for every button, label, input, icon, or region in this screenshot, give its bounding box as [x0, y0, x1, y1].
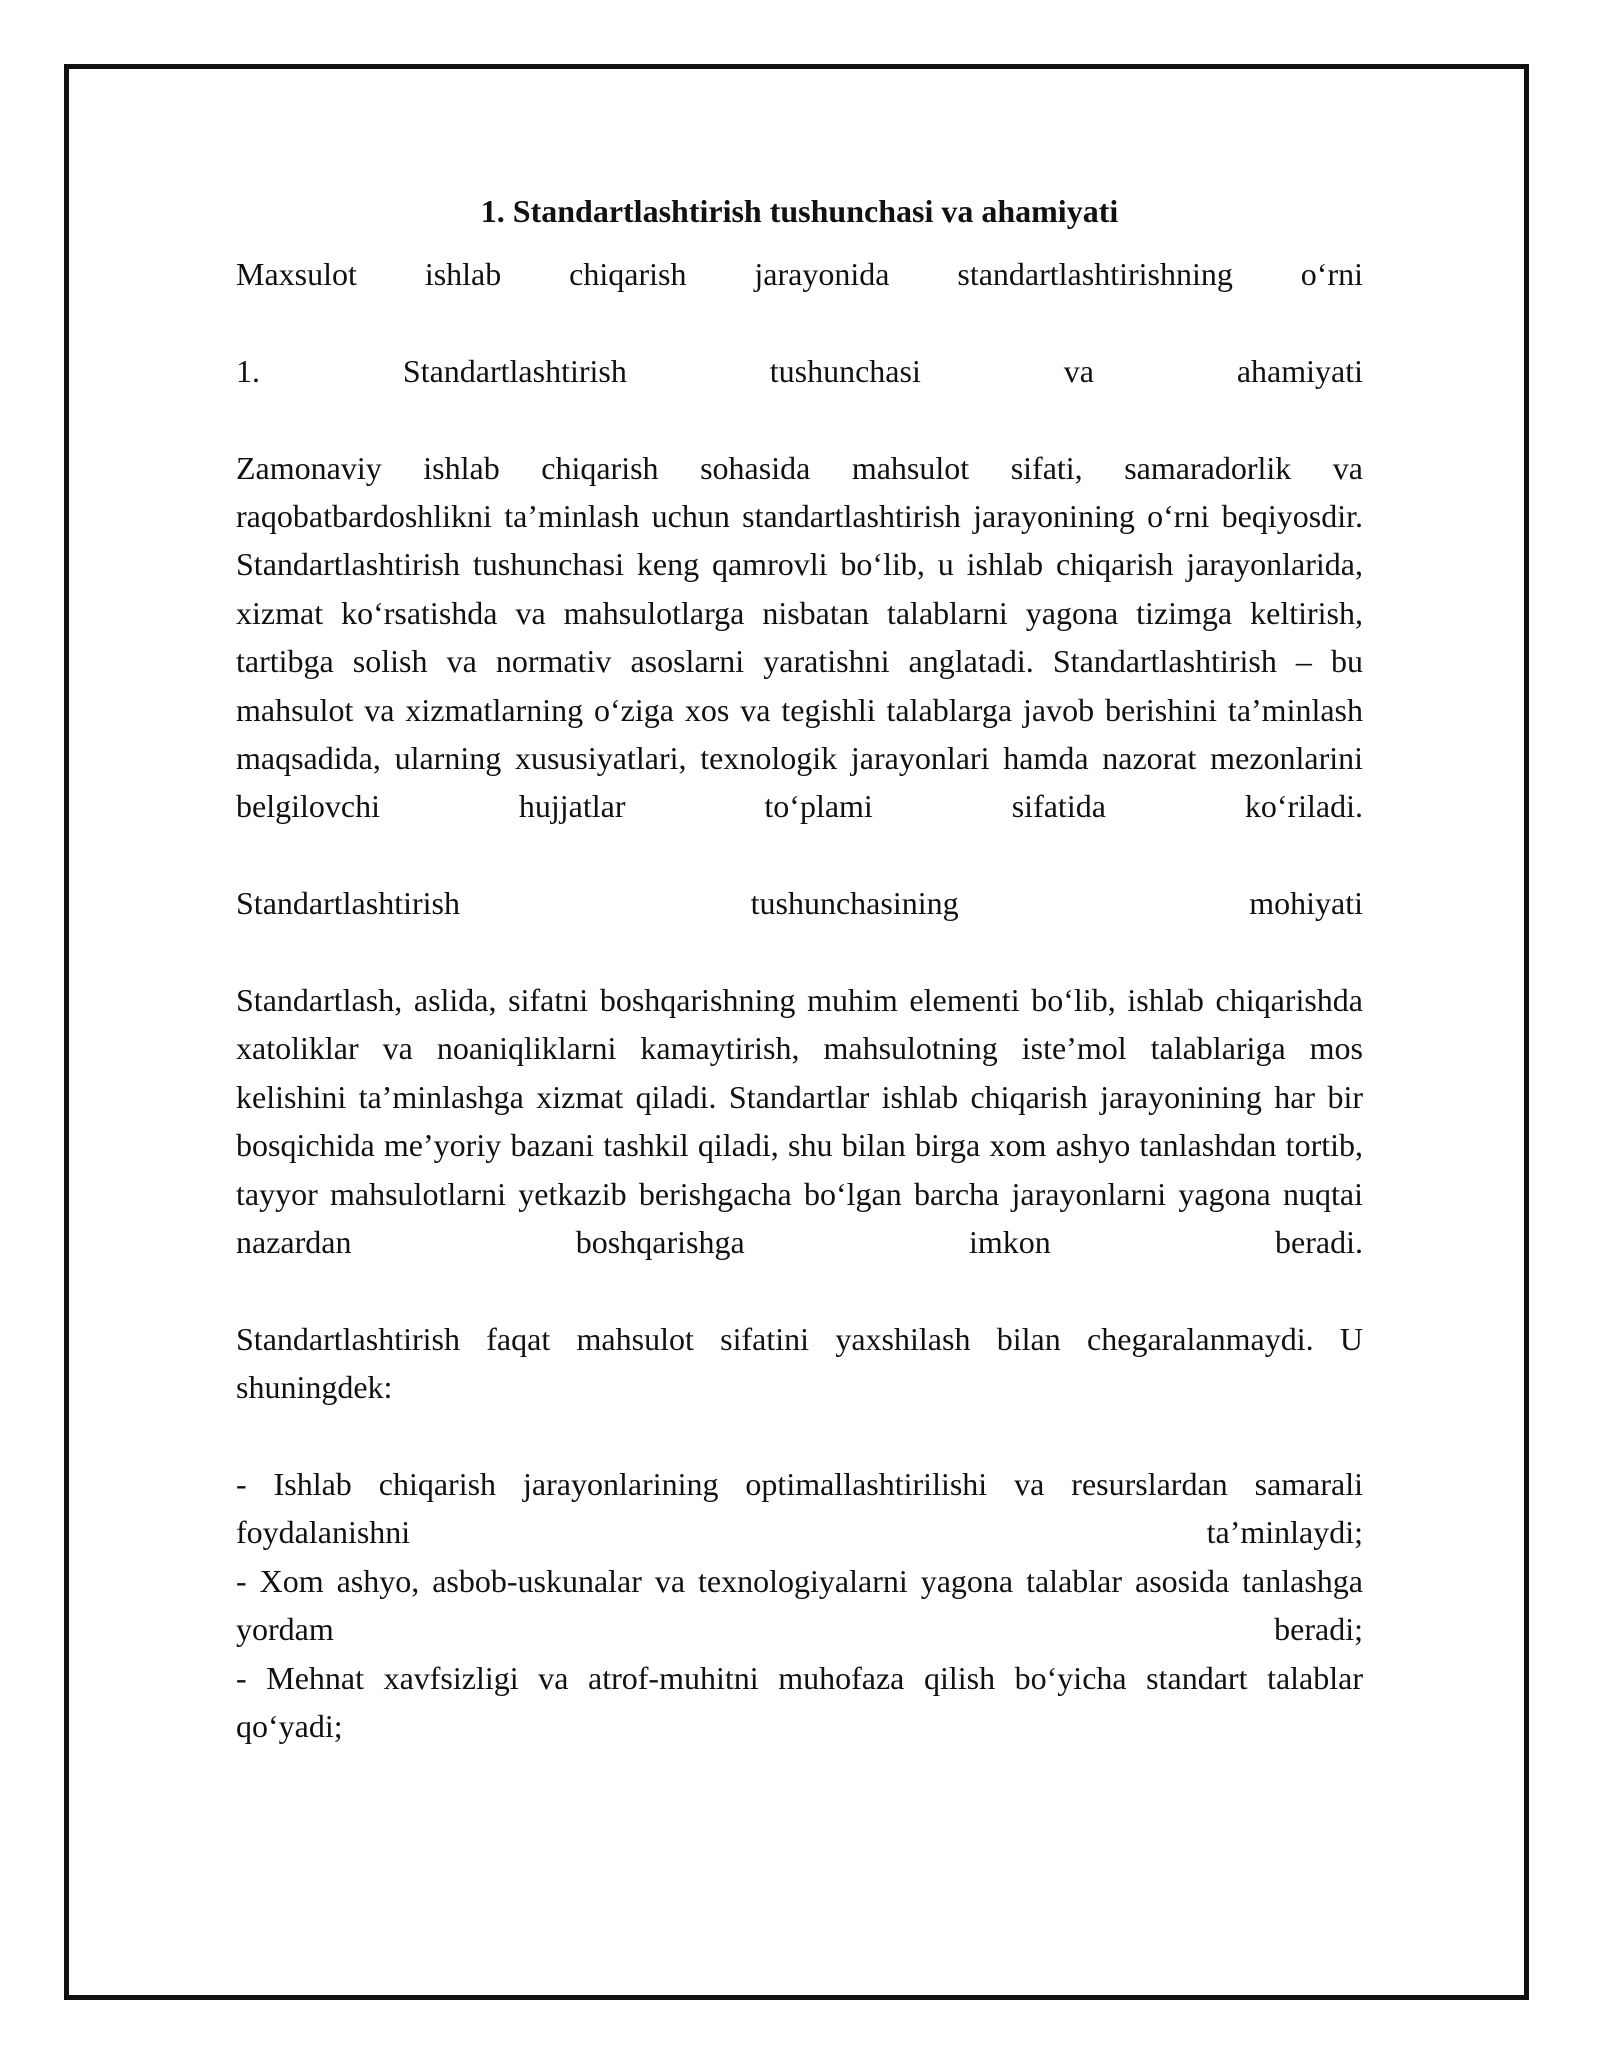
spacer	[236, 928, 1363, 976]
list-item: - Xom ashyo, asbob-uskunalar va texnologiyalarni yagona talablar asosida tanlashga yordam beradi;	[236, 1562, 1363, 1648]
spacer	[236, 298, 1363, 346]
paragraph: Zamonaviy ishlab chiqarish sohasida mahsulot sifati, samaradorlik va raqobatbardoshlikni ta’minlash uchun standartlashtirish jarayonining o‘rni beqiyosdir. Standartlashtirish tushunchasi keng qamrovli bo‘lib, u ishlab chiqarish jarayonlarida, xizmat ko‘rsatishda va mahsulotlarga nisbatan talablarni yagona tizimga keltirish, tartibga solish va normativ asoslarni yaratishni anglatadi. Standartlashtirish – bu mahsulot va xizmatlarning o‘ziga xos va tegishli talablarga javob berishini ta’minlash maqsadida, ularning xususiyatlari, texnologik jarayonlari hamda nazorat mezonlarini belgilovchi hujjatlar to‘plami sifatida ko‘riladi.	[236, 449, 1363, 825]
subtitle-line: Maxsulot ishlab chiqarish jarayonida standartlashtirishning o‘rni	[236, 256, 1363, 292]
section-heading: 1. Standartlashtirish tushunchasi va ahamiyati	[236, 352, 1363, 389]
document-title: 1. Standartlashtirish tushunchasi va ahamiyati	[480, 193, 1119, 229]
spacer	[236, 1266, 1363, 1314]
list-item: - Ishlab chiqarish jarayonlarining optimallashtirilishi va resurslardan samarali foydalanishni ta’minlaydi;	[236, 1466, 1363, 1551]
spacer	[236, 395, 1363, 443]
spacer	[236, 1412, 1363, 1460]
section-heading: Standartlashtirish tushunchasining mohiyati	[236, 885, 1363, 922]
list-item: - Mehnat xavfsizligi va atrof-muhitni muhofaza qilish bo‘yicha standart talablar qo‘yadi;	[236, 1659, 1363, 1745]
document-body	[236, 180, 1363, 1751]
spacer	[236, 831, 1363, 879]
paragraph: Standartlashtirish faqat mahsulot sifatini yaxshilash bilan chegaralanmaydi. U shuningdek:	[236, 1320, 1363, 1406]
paragraph: Standartlash, aslida, sifatni boshqarishning muhim elementi bo‘lib, ishlab chiqarishda xatoliklar va noaniqliklarni kamaytirish, mahsulotning iste’mol talablariga mos kelishini ta’minlashga xizmat qiladi. Standartlar ishlab chiqarish jarayonining har bir bosqichida me’yoriy bazani tashkil qiladi, shu bilan birga xom ashyo tanlashdan tortib, tayyor mahsulotlarni yetkazib berishgacha bo‘lgan barcha jarayonlarni yagona nuqtai nazardan boshqarishga imkon beradi.	[236, 982, 1363, 1261]
